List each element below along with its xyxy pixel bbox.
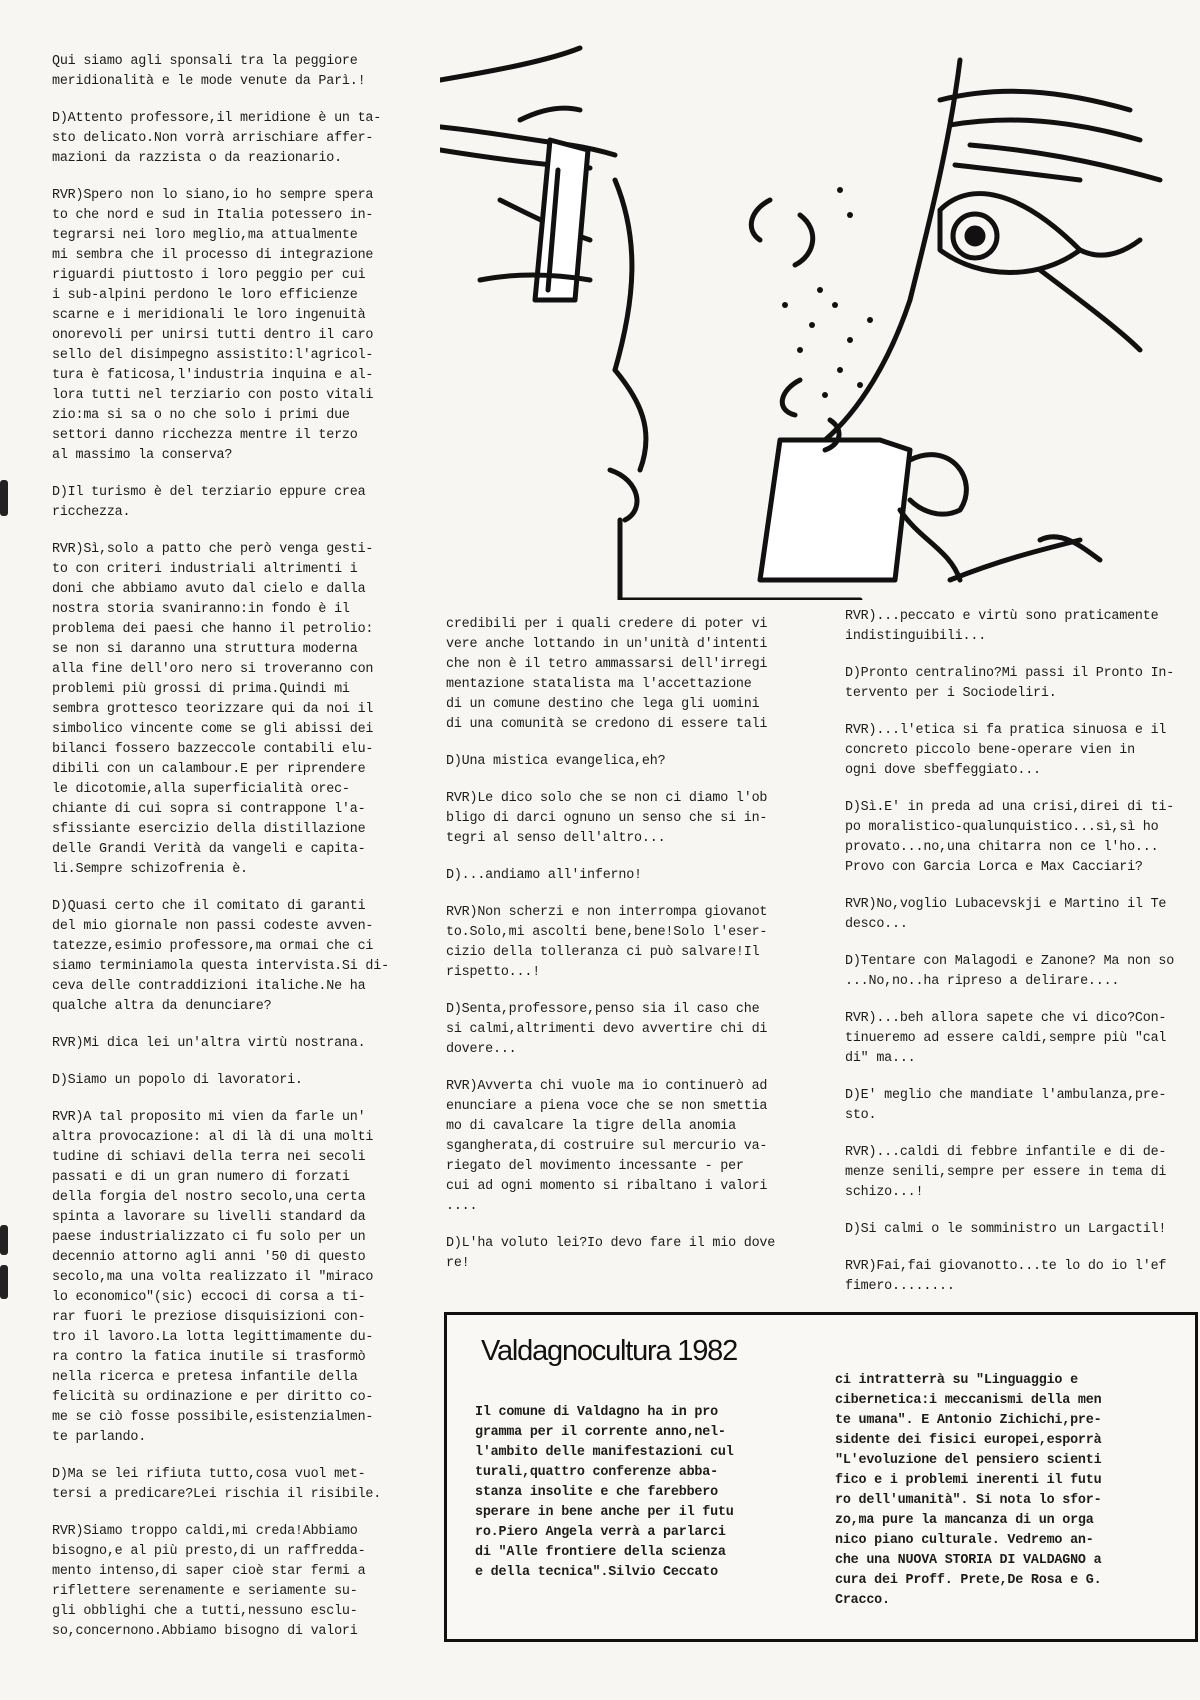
scan-edge-mark xyxy=(0,1265,8,1299)
paragraph: D)Pronto centralino?Mi passi il Pronto In- tervento per i Sociodeliri. xyxy=(845,666,1175,701)
article-column-right xyxy=(845,607,1200,1314)
paragraph: D)Ma se lei rifiuta tutto,cosa vuol met- tersi a predicare?Lei rischia il risibile. xyxy=(52,1467,382,1502)
paragraph: D)Quasi certo che il comitato di garanti del mio giornale non passi codeste avven- tatezze,esimio professore,ma ormai che ci siamo terminiamola questa intervista.Si di- ceva delle contraddizioni italiche.Ne ha qualche altra da denunciare? xyxy=(52,899,389,1014)
paragraph: D)Tentare con Malagodi e Zanone? Ma non so ...No,no..ha ripreso a delirare.... xyxy=(845,954,1175,989)
paragraph: RVR)No,voglio Lubacevskji e Martino il Te desco... xyxy=(845,897,1167,932)
paragraph: RVR)Fai,fai giovanotto...te lo do io l'ef fimero........ xyxy=(845,1259,1167,1294)
paragraph: D)Senta,professore,penso sia il caso che si calmi,altrimenti devo avvertire chi di dovere... xyxy=(446,1002,768,1057)
box-text-column: ci intratterrà su "Linguaggio e cibernetica:i meccanismi della men te umana". E Antonio Zichichi,pre- sidente dei fisici europei,esporrà "L'evoluzione del pensiero scienti fico e i problemi inerenti il futu ro dell'umanità". Si nota lo sfor- zo,ma pure la mancanza di un orga nico piano culturale. Vedremo an- che una NUOVA STORIA DI VALDAGNO a cura dei Proff. Prete,De Rosa e G. Cracco. xyxy=(835,1373,1102,1608)
paragraph: RVR)Le dico solo che se non ci diamo l'ob bligo di darci ognuno un senso che si in- tegri al senso dell'altro... xyxy=(446,791,768,846)
paragraph: RVR)Mi dica lei un'altra virtù nostrana. xyxy=(52,1036,366,1051)
paragraph: D)...andiamo all'inferno! xyxy=(446,868,642,883)
paragraph: D)Sì.E' in preda ad una crisi,direi di ti- po moralistico-qualunquistico...sì,sì ho provato...no,una chitarra non ce l'ho... Provo con Garcia Lorca e Max Cacciari? xyxy=(845,800,1175,875)
paragraph: RVR)Sì,solo a patto che però venga gesti- to con criteri industriali altrimenti i doni che abbiamo avuto dal cielo e dalla nostra storia svaniranno:in fondo è il problema dei paesi che hanno il petrolio: se non si daranno una struttura moderna alla fine dell'oro nero si troveranno con problemi più grossi di prima.Quindi mi sembra grottesco teorizzare qui da noi il simbolico vincente come se gli abissi dei bilanci fossero bazzeccole contabili elu- dibili con un calambour.E per riprendere le dicotomie,alla superficialità orec- chiante di cui sopra si contrappone l'a- sfissiante esercizio della distillazione delle Grandi Verità da vangeli e capita- li.Sempre schizofrenia è. xyxy=(52,542,374,877)
scan-edge-mark xyxy=(0,480,8,516)
paragraph: D)L'ha voluto lei?Io devo fare il mio dove re! xyxy=(446,1236,776,1271)
paragraph: RVR)Spero non lo siano,io ho sempre spera to che nord e sud in Italia potessero in- tegrarsi nei loro meglio,ma attualmente mi sembra che il processo di integrazione riguardi piuttosto i loro peggio per cui i sub-alpini perdono le loro efficienze scarne e i meridionali le loro ingenuità onorevoli per unirsi tutti dentro il caro sello del disimpegno assistito:l'agricol- tura è faticosa,l'industria inquina e al- lora tutti nel terziario con posto vitali zio:ma si sa o no che solo i primi due settori danno ricchezza mentre il terzo al massimo la conserva? xyxy=(52,188,374,463)
article-column-left xyxy=(52,52,437,1659)
paragraph: Qui siamo agli sponsali tra la peggiore meridionalità e le mode venute da Parì.! xyxy=(52,54,366,89)
paragraph: RVR)Avverta chi vuole ma io continuerò ad enunciare a piena voce che se non smettia mo di cavalcare la tigre della anomia sgangherata,di costruire sul mercurio va- riegato del movimento incessante - per cui ad ogni momento si ribaltano i valori .... xyxy=(446,1079,768,1214)
announcement-box xyxy=(444,1312,1198,1642)
paragraph: RVR)...peccato e virtù sono praticamente indistinguibili... xyxy=(845,609,1159,644)
scan-edge-mark xyxy=(0,1225,8,1255)
paragraph: RVR)Non scherzi e non interrompa giovanot to.Solo,mi ascolti bene,bene!Solo l'eser- cizio della tolleranza ci può salvare!Il rispetto...! xyxy=(446,905,768,980)
paragraph: D)Si calmi o le somministro un Largactil! xyxy=(845,1222,1167,1237)
paragraph: RVR)Siamo troppo caldi,mi creda!Abbiamo bisogno,e al più presto,di un raffredda- mento intenso,di saper cioè star fermi a riflettere serenamente e seriamente su- gli obblighi che a tutti,nessuno esclu- so,concernono.Abbiamo bisogno di valori xyxy=(52,1524,366,1639)
article-column-middle xyxy=(446,615,831,1291)
paragraph: D)Una mistica evangelica,eh? xyxy=(446,754,666,769)
paragraph: RVR)...beh allora sapete che vi dico?Con- tinueremo ad essere caldi,sempre più "cal di" ma... xyxy=(845,1011,1167,1066)
paragraph: D)Il turismo è del terziario eppure crea ricchezza. xyxy=(52,485,366,520)
box-title: Valdagnocultura 1982 xyxy=(481,1335,738,1367)
paragraph: RVR)...caldi di febbre infantile e di de- menze senili,sempre per essere in tema di schizo...! xyxy=(845,1145,1167,1200)
paragraph: D)Attento professore,il meridione è un ta- sto delicato.Non vorrà arrischiare affer- mazioni da razzista o da reazionario. xyxy=(52,111,382,166)
paragraph: credibili per i quali credere di poter vi vere anche lottando in un'unità d'intenti che non è il tetro ammassarsi dell'irregi mentazione statalista ma l'accettazione di un comune destino che lega gli uomini di una comunità se credono di essere tali xyxy=(446,617,768,732)
paragraph: RVR)A tal proposito mi vien da farle un' altra provocazione: al di là di una molti tudine di schiavi della terra nei secoli passati e di un gran numero di forzati della forgia del nostro secolo,una certa spinta a lavorare su livelli standard da paese industrializzato ci fu solo per un decennio attorno agli anni '50 di questo secolo,ma una volta realizzato il "miraco lo economico"(sic) eccoci di corsa a ti- rar fuori le preziose disquisizioni con- tro il lavoro.La lotta legittimamente du- ra contro la fatica inutile si trasformò nella ricerca e pretesa infantile della felicità su ordinazione e per diritto co- me se ciò fosse possibile,esistenzialmen- te parlando. xyxy=(52,1110,374,1445)
paragraph: D)E' meglio che mandiate l'ambulanza,pre- sto. xyxy=(845,1088,1167,1123)
paragraph: RVR)...l'etica si fa pratica sinuosa e il concreto piccolo bene-operare vien in ogni dove sbeffeggiato... xyxy=(845,723,1167,778)
box-text-column: Il comune di Valdagno ha in pro gramma per il corrente anno,nel- l'ambito delle manifestazioni cul turali,quattro conferenze abba- stanza insolite e che farebbero sperare in bene anche per il futu ro.Piero Angela verrà a parlarci di "Alle frontiere della scienza e della tecnica".Silvio Ceccato xyxy=(475,1405,734,1580)
paragraph: D)Siamo un popolo di lavoratori. xyxy=(52,1073,303,1088)
face-sketch-illustration xyxy=(440,40,1200,600)
